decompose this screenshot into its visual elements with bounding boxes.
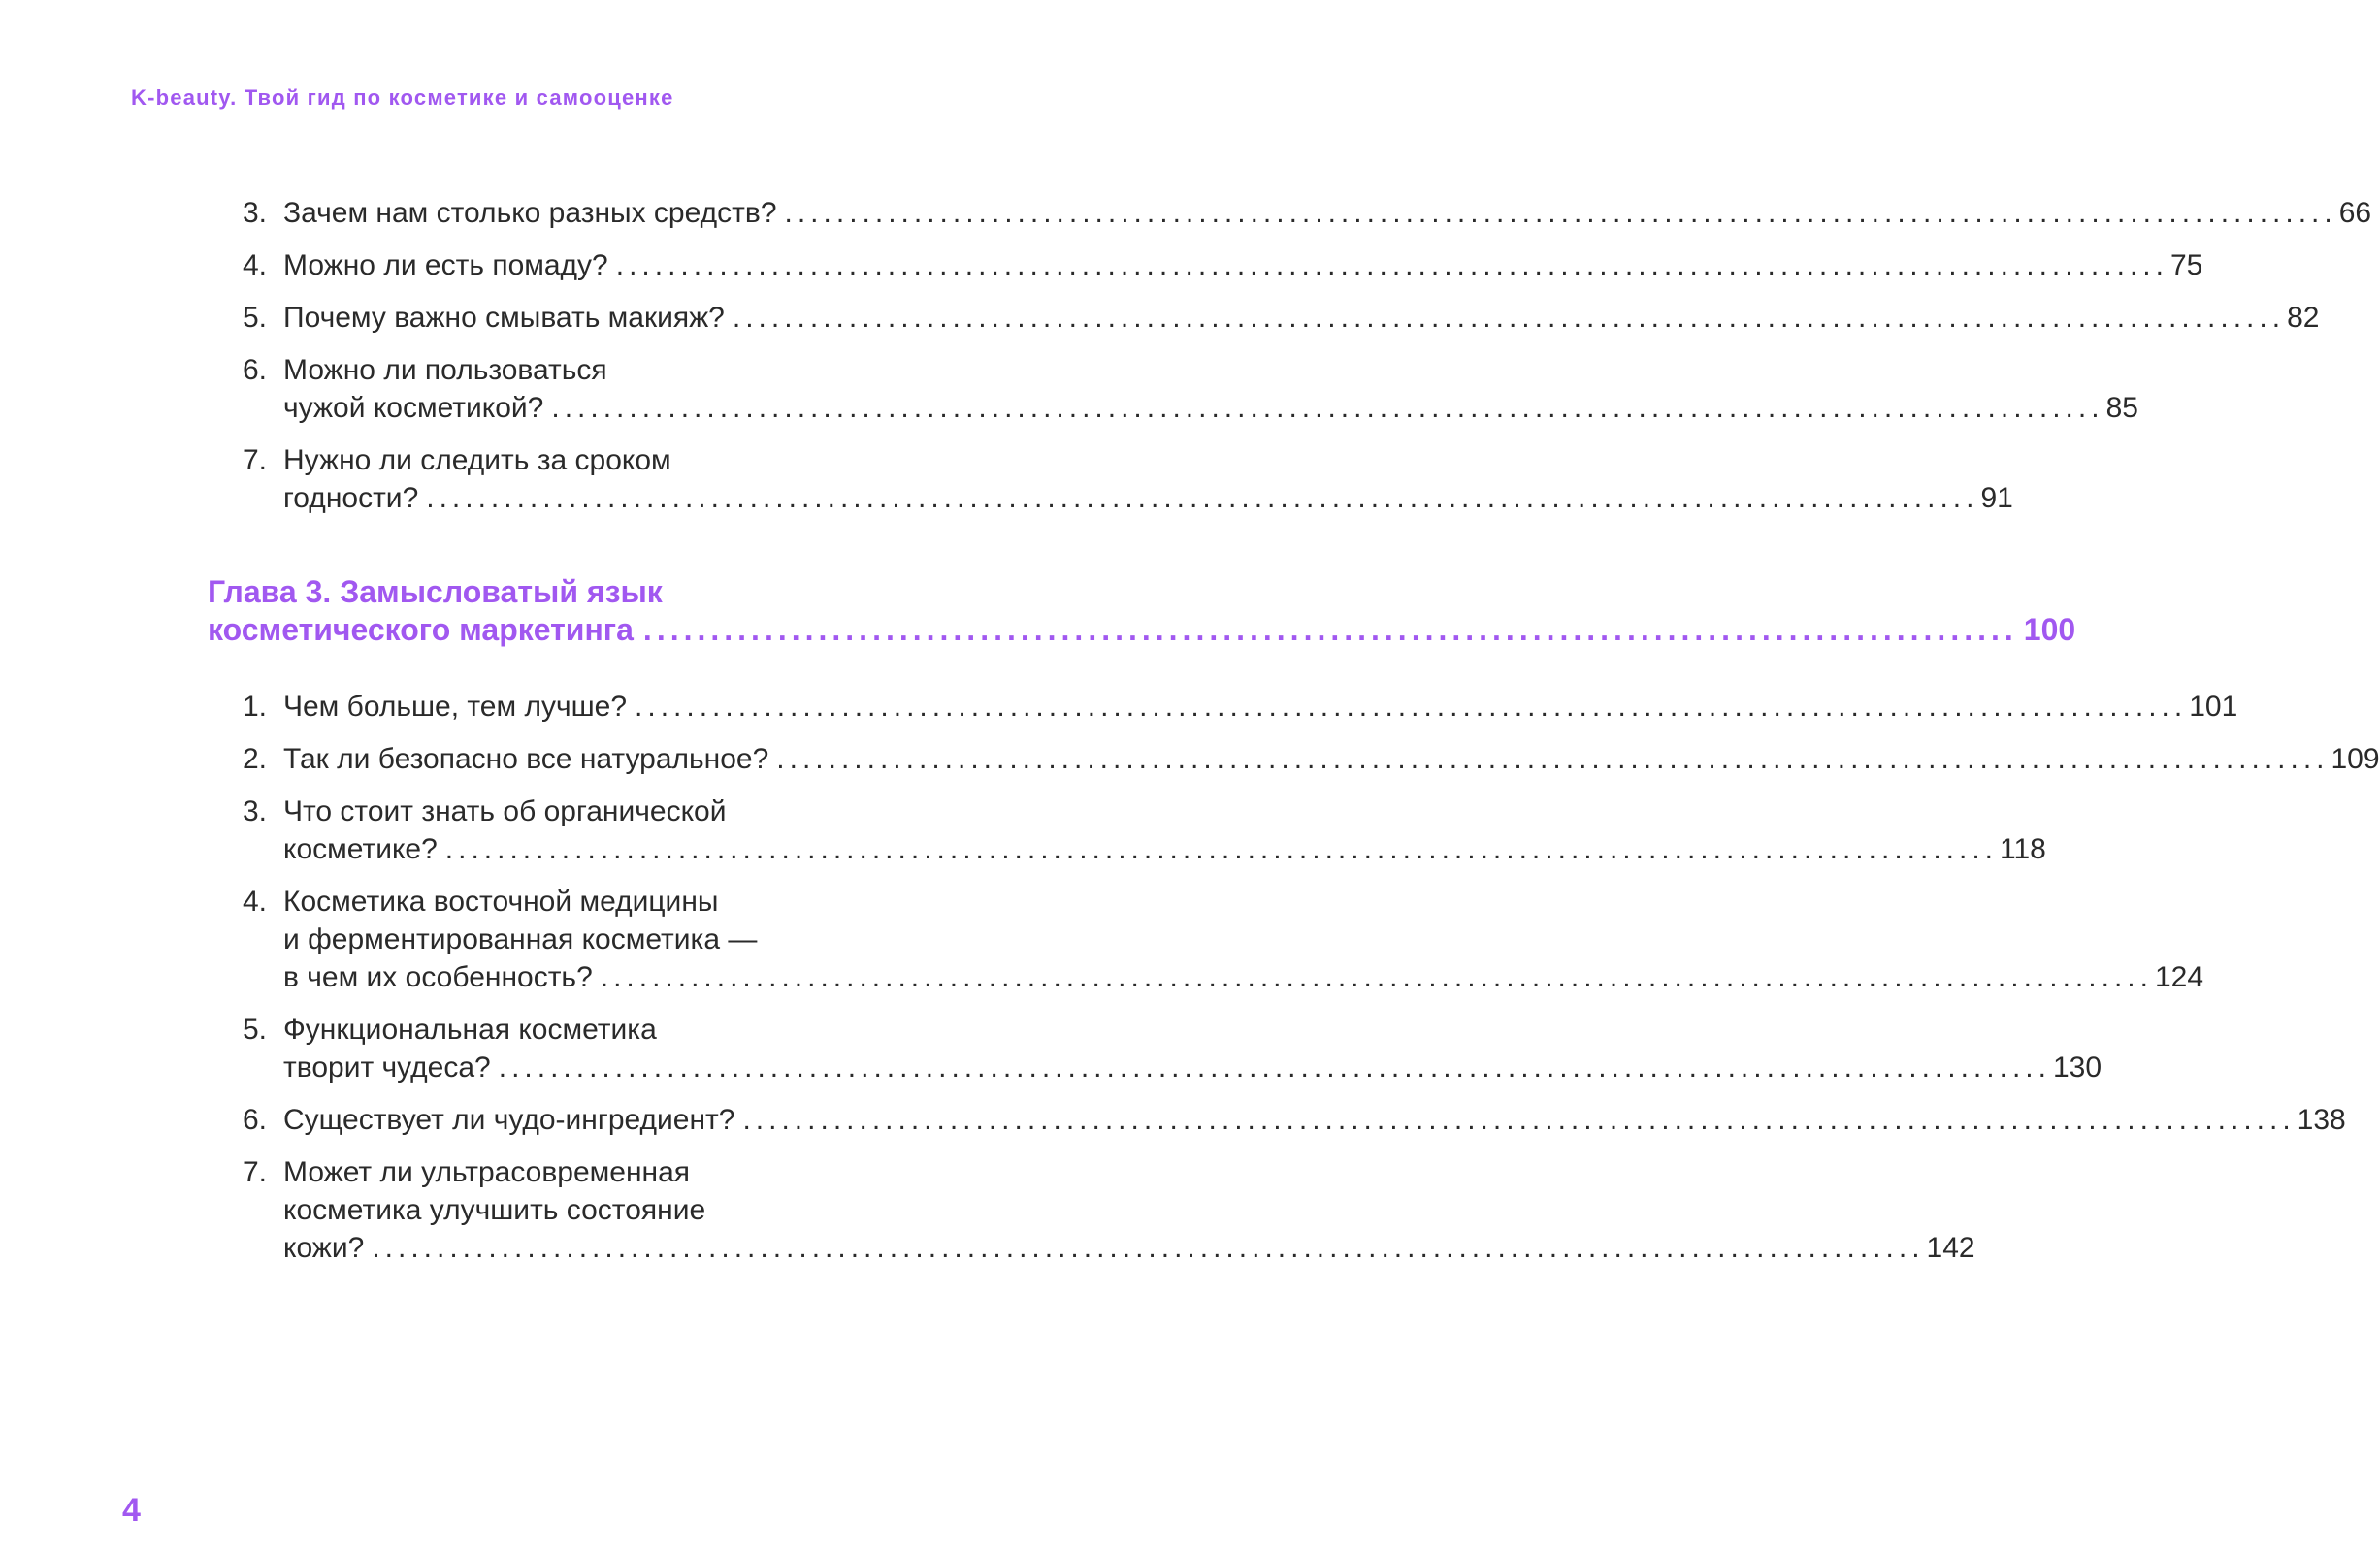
dot-leader: ......................................................................................................: [642, 612, 2018, 647]
toc-entry-title-line: Нужно ли следить за сроком: [283, 444, 671, 476]
toc-entry-title-line: Зачем нам столько разных средств?: [283, 197, 777, 229]
toc-entry-number: 1.: [243, 691, 268, 723]
dot-leader: ........................................................................................................................: [444, 833, 1998, 865]
toc-entry[interactable]: [243, 740, 2380, 778]
toc-entry-number: 5.: [243, 1014, 268, 1046]
toc-entry-title-line: Можно ли пользоваться: [283, 354, 607, 386]
toc-entry-title-line: и ферментированная косметика —: [283, 923, 758, 955]
toc-entry-title-line: Чем больше, тем лучше?: [283, 691, 628, 723]
toc-entry-page-number: 101: [2189, 691, 2238, 723]
toc-entry-page-number: 85: [2105, 392, 2138, 424]
toc-entry[interactable]: [243, 792, 2046, 868]
toc-entry-title-line: годности?: [283, 482, 419, 514]
running-header: K-beauty. Твой гид по косметике и самооценке: [131, 85, 674, 110]
toc-entry-page-number: 82: [2287, 302, 2320, 334]
toc-entry-page-number: 124: [2154, 961, 2204, 993]
toc-entry-title-line: Косметика восточной медицины: [283, 886, 719, 918]
toc-entry-title-line: Так ли безопасно все натуральное?: [283, 743, 769, 775]
table-of-contents: [208, 194, 2380, 1281]
toc-entry-title-line: кожи?: [283, 1232, 365, 1264]
toc-entry-title-line: Может ли ультрасовременная: [283, 1156, 691, 1188]
toc-entry[interactable]: [243, 246, 2203, 284]
toc-entry-title-line: Почему важно смывать макияж?: [283, 302, 725, 334]
dot-leader: ........................................................................................................................: [732, 302, 2286, 334]
chapter-heading[interactable]: [208, 573, 2076, 649]
toc-entry-page-number: 91: [1980, 482, 2013, 514]
dot-leader: ........................................................................................................................: [776, 743, 2330, 775]
toc-entry-number: 3.: [243, 795, 268, 827]
toc-entry-title-line: в чем их особенность?: [283, 961, 593, 993]
dot-leader: ........................................................................................................................: [784, 197, 2337, 229]
dot-leader: ........................................................................................................................: [742, 1104, 2296, 1136]
toc-entry-title-line: косметике?: [283, 833, 438, 865]
toc-entry-number: 2.: [243, 743, 268, 775]
dot-leader: ........................................................................................................................: [551, 392, 2104, 424]
toc-entry[interactable]: [243, 688, 2238, 726]
toc-entry-number: 7.: [243, 444, 268, 476]
dot-leader: ........................................................................................................................: [372, 1232, 1925, 1264]
toc-section-top: [243, 194, 2372, 517]
toc-entry[interactable]: [243, 883, 2204, 996]
toc-entry-title-line: Существует ли чудо-ингредиент?: [283, 1104, 735, 1136]
toc-entry-page-number: 138: [2297, 1104, 2346, 1136]
toc-entry-title-line: чужой косметикой?: [283, 392, 544, 424]
toc-entry-number: 6.: [243, 354, 268, 386]
toc-entry-page-number: 118: [2000, 833, 2046, 865]
toc-entry-title-line: Можно ли есть помаду?: [283, 249, 608, 281]
toc-entry-title-line: Функциональная косметика: [283, 1014, 657, 1046]
toc-entry-page-number: 66: [2338, 197, 2372, 229]
dot-leader: ........................................................................................................................: [635, 691, 2188, 723]
page-number: 4: [122, 1492, 141, 1529]
toc-entry-page-number: 142: [1926, 1232, 1975, 1264]
toc-entry-number: 3.: [243, 197, 268, 229]
toc-entry-number: 4.: [243, 886, 268, 918]
toc-entry-number: 4.: [243, 249, 268, 281]
toc-entry[interactable]: [243, 441, 2013, 517]
toc-entry[interactable]: [243, 1153, 1975, 1267]
toc-entry[interactable]: [243, 1101, 2346, 1139]
dot-leader: ........................................................................................................................: [615, 249, 2168, 281]
toc-entry-number: 7.: [243, 1156, 268, 1188]
toc-entry[interactable]: [243, 1011, 2103, 1086]
toc-entry-page-number: 130: [2052, 1051, 2103, 1083]
toc-entry-title-line: Что стоит знать об органической: [283, 795, 727, 827]
toc-entry-page-number: 109: [2331, 743, 2380, 775]
dot-leader: ........................................................................................................................: [600, 961, 2153, 993]
toc-section-bottom: [243, 688, 2380, 1267]
toc-entry-title-line: творит чудеса?: [283, 1051, 491, 1083]
toc-entry-number: 5.: [243, 302, 268, 334]
chapter-title-line: Глава 3. Замысловатый язык: [208, 574, 663, 609]
dot-leader: ........................................................................................................................: [426, 482, 1979, 514]
toc-entry[interactable]: [243, 299, 2320, 337]
toc-entry-number: 6.: [243, 1104, 268, 1136]
toc-entry-title-line: косметика улучшить состояние: [283, 1194, 706, 1226]
toc-entry-page-number: 75: [2169, 249, 2203, 281]
chapter-title-line: косметического маркетинга: [208, 612, 634, 647]
dot-leader: ........................................................................................................................: [498, 1051, 2051, 1083]
chapter-page-number: 100: [2023, 612, 2076, 647]
toc-entry[interactable]: [243, 194, 2372, 232]
toc-entry[interactable]: [243, 351, 2138, 427]
